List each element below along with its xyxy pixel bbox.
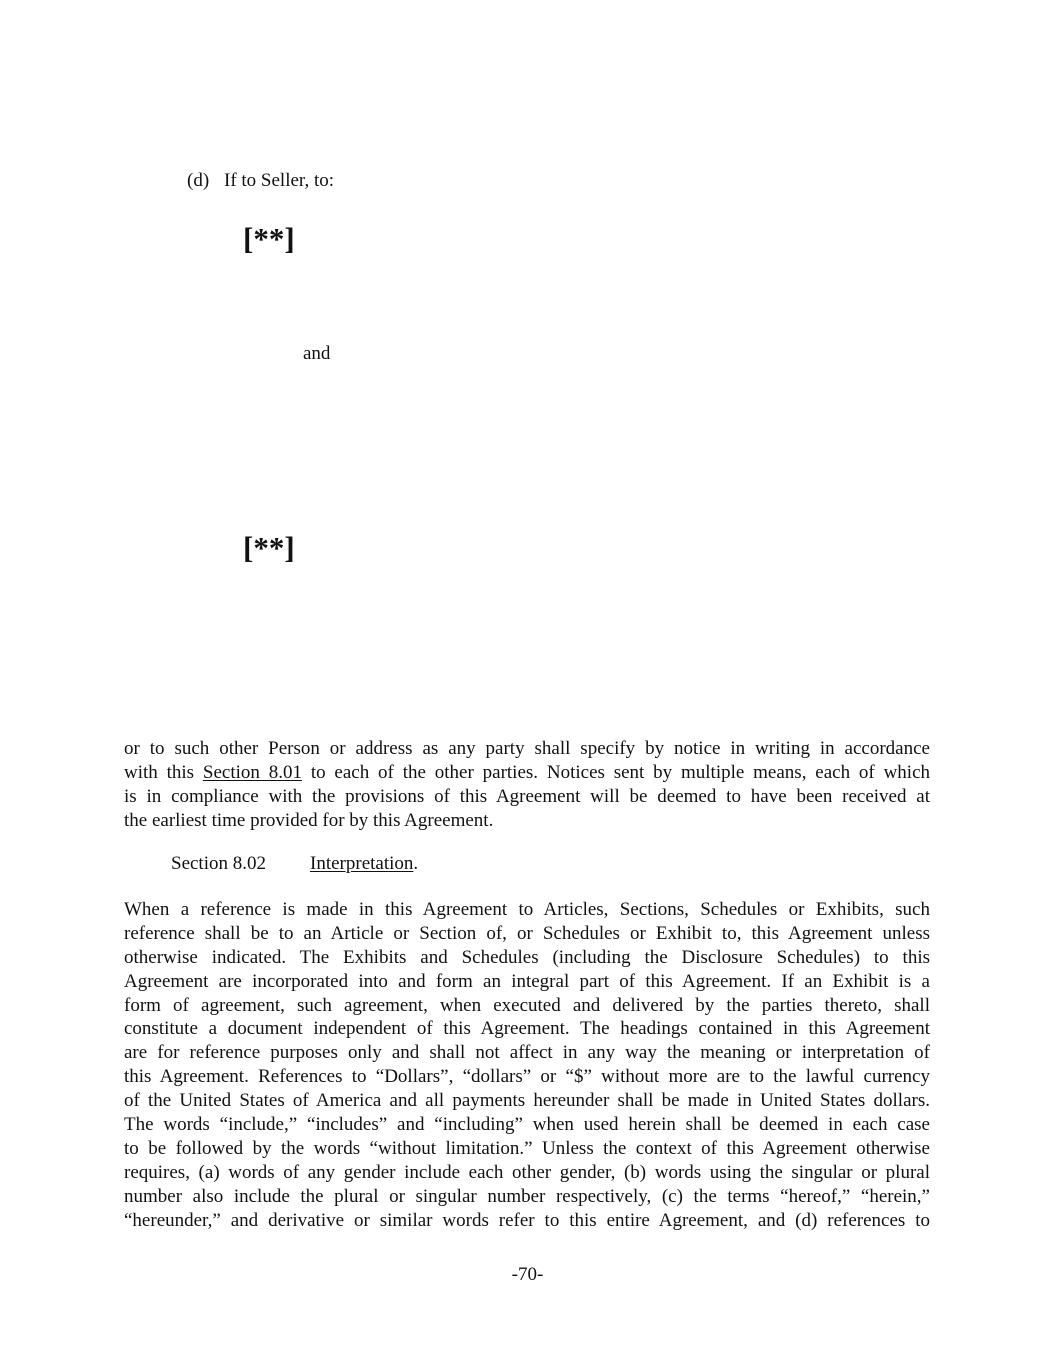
item-text: If to Seller, to:: [224, 170, 335, 191]
paragraph-line: constitute a document independent of this Agreement. The headings contained in this Agreement: [124, 1018, 930, 1040]
notice-item-d: [187, 169, 334, 193]
section-title-suffix: .: [413, 853, 419, 874]
item-marker: (d): [187, 170, 210, 191]
paragraph-line: Agreement are incorporated into and form an integral part of this Agreement. If an Exhibit is a: [124, 970, 930, 992]
section-title: Interpretation: [310, 853, 414, 874]
paragraph-line: [124, 761, 930, 785]
notice-paragraph: [124, 737, 930, 833]
paragraph-line: otherwise indicated. The Exhibits and Schedules (including the Disclosure Schedules) to this: [124, 946, 930, 968]
paragraph-line: are for reference purposes only and shall not affect in any way the meaning or interpretation of: [124, 1042, 930, 1064]
paragraph-line: When a reference is made in this Agreement to Articles, Sections, Schedules or Exhibits, such: [124, 899, 930, 920]
paragraph-line: is in compliance with the provisions of this Agreement will be deemed to have been received at: [124, 785, 930, 807]
paragraph-line: form of agreement, such agreement, when executed and delivered by the parties thereto, shall: [124, 994, 930, 1016]
paragraph-line: reference shall be to an Article or Section of, or Schedules or Exhibit to, this Agreement unless: [124, 922, 930, 944]
redacted-address-copy: [**]: [243, 530, 295, 565]
paragraph-line: of the United States of America and all payments hereunder shall be made in United States dollars.: [124, 1090, 930, 1112]
paragraph-line: to be followed by the words “without limitation.” Unless the context of this Agreement otherwise: [124, 1137, 930, 1159]
line-text: with this: [124, 761, 203, 783]
paragraph-line: or to such other Person or address as any party shall specify by notice in writing in accordance: [124, 738, 930, 759]
redacted-address-seller: [**]: [243, 221, 295, 256]
paragraph-line: The words “include,” “includes” and “including” when used herein shall be deemed in each case: [124, 1114, 930, 1136]
interpretation-paragraph: [124, 898, 930, 1232]
paragraph-line: the earliest time provided for by this Agreement.: [124, 809, 494, 831]
paragraph-line: number also include the plural or singular number respectively, (c) the terms “hereof,” “herein,”: [124, 1185, 930, 1207]
page-number: -70-: [511, 1264, 544, 1285]
section-8-01-reference: Section 8.01: [202, 761, 302, 783]
paragraph-line: this Agreement. References to “Dollars”, “dollars” or “$” without more are to the lawful currency: [124, 1066, 930, 1088]
section-number: Section 8.02: [171, 853, 266, 874]
section-heading: [310, 852, 418, 876]
connector-and: and: [303, 343, 331, 364]
paragraph-line: “hereunder,” and derivative or similar words refer to this entire Agreement, and (d) references to: [124, 1209, 930, 1231]
line-text: to each of the other parties. Notices sent by multiple means, each of which: [301, 761, 930, 783]
paragraph-line: requires, (a) words of any gender include each other gender, (b) words using the singular or plural: [124, 1161, 930, 1183]
